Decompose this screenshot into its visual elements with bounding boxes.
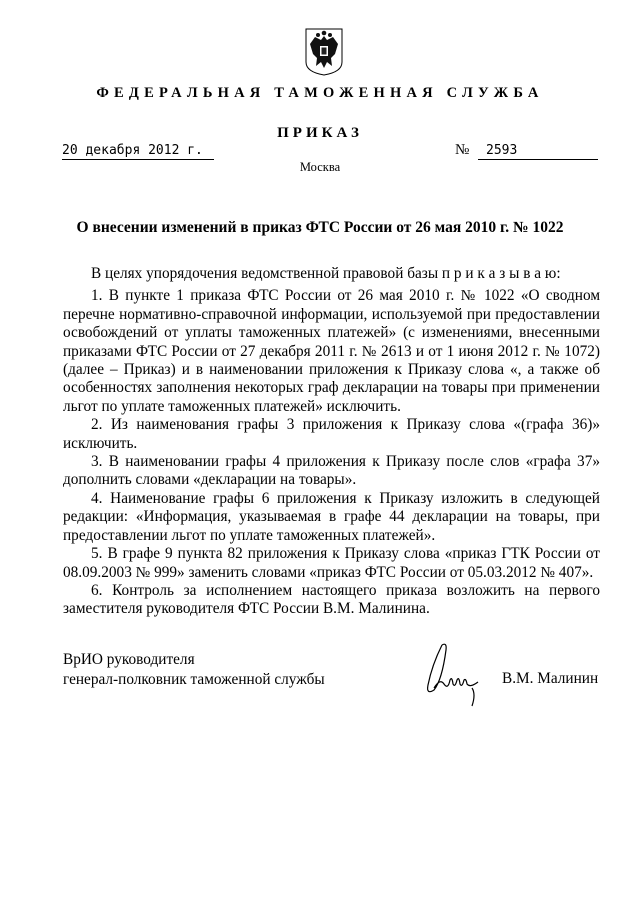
item-6: 6. Контроль за исполнением настоящего приказа возложить на первого заместителя руководителя ФТС России В.М. Малинина. xyxy=(63,581,600,618)
agency-name: ФЕДЕРАЛЬНАЯ ТАМОЖЕННАЯ СЛУЖБА xyxy=(96,85,544,101)
number-label: № xyxy=(455,142,470,158)
document-type: ПРИКАЗ xyxy=(277,125,363,141)
item-4: 4. Наименование графы 6 приложения к Приказу изложить в следующей редакции: «Информация, указываемая в графе 44 декларации на товары, при предоставлении льгот по уплате таможенных платежей». xyxy=(63,489,600,544)
handwritten-signature xyxy=(420,640,490,710)
item-2: 2. Из наименования графы 3 приложения к Приказу слова «(графа 36)» исключить. xyxy=(63,416,600,452)
coat-of-arms-emblem xyxy=(305,28,343,76)
intro-paragraph: В целях упорядочения ведомственной правовой базы п р и к а з ы в а ю: xyxy=(91,265,561,282)
document-title: О внесении изменений в приказ ФТС России от 26 мая 2010 г. № 1022 xyxy=(76,219,564,236)
city: Москва xyxy=(299,160,341,174)
signatory-name: В.М. Малинин xyxy=(502,670,599,687)
position-line-2: генерал-полковник таможенной службы xyxy=(63,671,325,688)
document-body xyxy=(63,265,600,619)
order-date: 20 декабря 2012 г. xyxy=(62,142,214,160)
order-number: 2593 xyxy=(478,142,598,160)
signatory-position xyxy=(63,650,325,690)
item-1: 1. В пункте 1 приказа ФТС России от 26 мая 2010 г. № 1022 «О сводном перечне нормативно-справочной информации, используемой при предоставлении освобождений от уплаты таможенных платежей» (с изменениями, внесенными приказами ФТС России от 27 декабря 2011 г. № 2613 и от 1 июня 2012 г. № 1072) (далее – Приказ) и в наименовании приложения к Приказу слова «, а также об особенностях заполнения некоторых граф декларации на товары при применении льгот по уплате таможенных платежей» исключить. xyxy=(63,287,600,415)
item-5: 5. В графе 9 пункта 82 приложения к Приказу слова «приказ ГТК России от 08.09.2003 № 999» заменить словами «приказ ФТС России от 05.03.2012 № 407». xyxy=(63,545,600,581)
position-line-1: ВрИО руководителя xyxy=(63,651,195,668)
item-3: 3. В наименовании графы 4 приложения к Приказу после слов «графа 37» дополнить словами «декларации на товары». xyxy=(63,453,600,489)
